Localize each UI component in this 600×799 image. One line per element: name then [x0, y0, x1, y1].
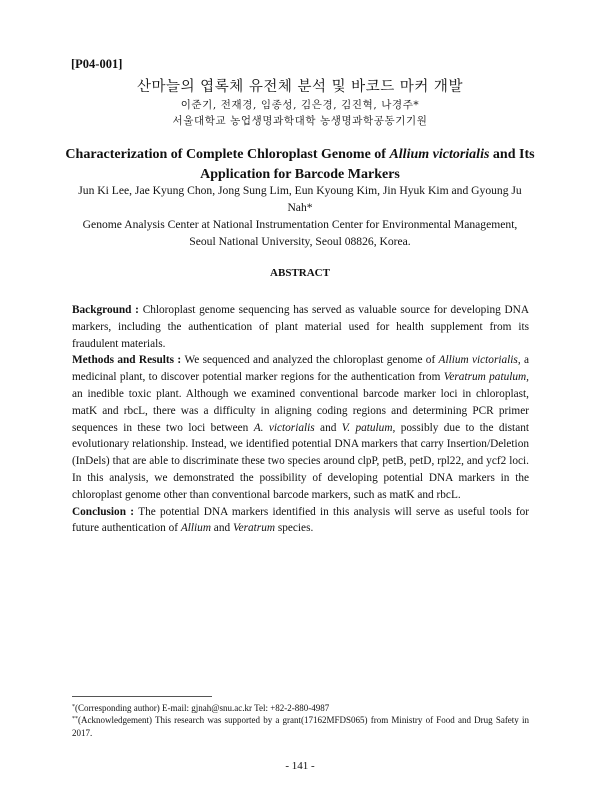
conclusion-text-2: and: [210, 522, 233, 535]
methods-label: Methods and Results :: [72, 354, 185, 367]
conclusion-text-1: The potential DNA markers identified in this analysis will serve as useful tools for future authentication of: [72, 505, 530, 535]
poster-code: [P04-001]: [71, 57, 123, 71]
korean-authors: 이준기, 전재경, 임종성, 김은경, 김진혁, 나경주*: [180, 99, 420, 111]
conclusion-paragraph: [72, 504, 529, 538]
methods-italic-3: A. victorialis: [253, 421, 315, 434]
footnote-acknowledgement: [72, 714, 529, 739]
footnote-mark-2: **: [72, 716, 78, 722]
methods-text-1: We sequenced and analyzed the chloroplast genome of: [184, 354, 439, 367]
methods-paragraph: [72, 352, 529, 503]
methods-text-5: possibly due to the distant evolutionary relationship. Instead, we identified potential DNA markers that carry Insertion/Deletion (InDels) that are able to discriminate these two species around clpP, petB, petD, rpl22, and ycf2 loci. In this analysis, we demonstrated the possibility of developing potential DNA markers in the chloroplast genome other than conventional barcode markers, such as matK and rbcL.: [72, 421, 529, 501]
conclusion-text-3: species.: [275, 522, 314, 535]
footnote-text-2: (Acknowledgement) This research was supported by a grant(17162MFDS065) from Ministry of Food and Drug Safety in 2017.: [72, 715, 529, 738]
conclusion-italic-2: Veratrum: [232, 522, 276, 535]
methods-text-2: , a medicinal plant, to discover potential marker regions for the authentication from: [72, 354, 529, 384]
english-authors: Jun Ki Lee, Jae Kyung Chon, Jong Sung Lim, Eun Kyoung Kim, Jin Hyuk Kim and Gyoung Ju Nah*: [78, 184, 522, 214]
methods-italic-2: Veratrum patulum,: [443, 371, 530, 384]
korean-title: 산마늘의 엽록체 유전체 분석 및 바코드 마커 개발: [137, 79, 463, 95]
abstract-body: [72, 302, 529, 537]
methods-text-4: and: [314, 421, 342, 434]
english-title-part2: and Its Application for Barcode Markers: [200, 147, 535, 182]
footnote-mark-1: *: [72, 704, 75, 710]
background-label: Background :: [72, 304, 143, 316]
conclusion-label: Conclusion :: [72, 505, 139, 518]
methods-text-3: an inedible toxic plant. Although we examined conventional barcode marker loci in chloroplast, matK and rbcL, there was a difficulty in aligning coding regions and determining PCR primer sequences in these two loci between: [72, 387, 529, 434]
english-title: [62, 145, 538, 185]
methods-italic-1: Allium victorialis: [438, 354, 518, 367]
conclusion-italic-1: Allium: [180, 522, 211, 535]
korean-affiliation: 서울대학교 농업생명과학대학 농생명과학공동기기원: [172, 115, 428, 127]
footnote-divider: [72, 696, 212, 697]
page-number: - 141 -: [285, 760, 315, 772]
english-title-species: Allium victorialis: [389, 147, 490, 162]
methods-italic-4: V. patulum,: [341, 421, 396, 434]
background-text: Chloroplast genome sequencing has served as valuable source for developing DNA markers, including the authentication of plant material used for health supplement from its fraudulent materials.: [72, 304, 529, 350]
english-title-part1: Characterization of Complete Chloroplast Genome of: [65, 147, 390, 162]
footnote-corresponding-author: [72, 702, 529, 715]
english-affiliation: Genome Analysis Center at National Instrumentation Center for Environmental Management, Seoul National University, Seoul 08826, Korea.: [82, 218, 518, 248]
footnote-text-1: (Corresponding author) E-mail: gjnah@snu.ac.kr Tel: +82-2-880-4987: [75, 703, 330, 713]
abstract-heading: ABSTRACT: [270, 267, 330, 279]
background-paragraph: [72, 302, 529, 352]
